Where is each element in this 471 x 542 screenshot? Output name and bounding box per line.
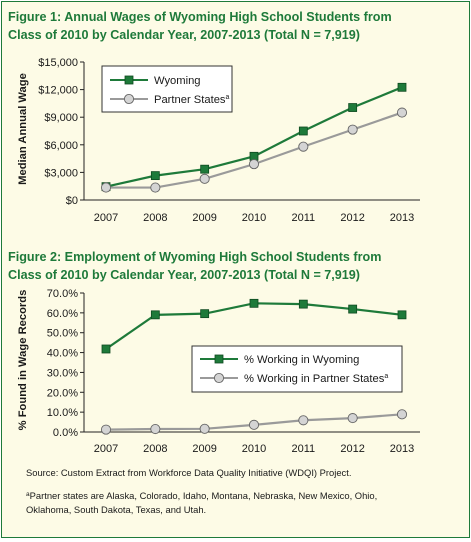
fig1-x-tick-label: 2012	[340, 212, 365, 224]
footnote-line-1: $^a$Partner states are Alaska, Colorado, Idaho, Montana, Nebraska, New Mexico, Ohio,	[26, 490, 378, 501]
fig2-y-tick-label: 20.0%	[46, 387, 78, 400]
fig1-y-tick-label: $3,000	[44, 167, 78, 180]
fig2-y-tick-label: 30.0%	[46, 367, 78, 380]
fig2-point-wyoming	[398, 311, 406, 319]
fig2-x-tick-label: 2012	[340, 443, 365, 455]
figure-1-title-line-2: Class of 2010 by Calendar Year, 2007-2013 (Total N = 7,919)	[8, 28, 361, 42]
fig2-point-partner	[397, 410, 406, 419]
figure-1-y-axis-label: Median Annual Wage	[17, 73, 29, 185]
fig2-x-tick-label: 2011	[291, 443, 316, 455]
fig1-point-partner	[348, 125, 357, 134]
footnote-marker: a	[26, 491, 30, 498]
fig1-point-wyoming	[201, 165, 209, 173]
fig2-y-tick-label: 70.0%	[46, 288, 78, 300]
fig1-y-tick-label: $9,000	[44, 112, 78, 125]
fig1-x-tick-label: 2007	[93, 212, 119, 224]
figure-2-legend-marker-wyoming	[215, 355, 223, 363]
fig2-point-partner	[151, 424, 160, 433]
figure-2-title-line-1: Figure 2: Employment of Wyoming High School Students from	[8, 250, 382, 264]
figure-2-legend-box	[192, 346, 402, 392]
fig1-y-tick-label: $15,000	[38, 57, 78, 69]
fig1-point-partner	[249, 160, 258, 169]
fig2-point-wyoming	[250, 299, 258, 307]
figure-2	[8, 250, 420, 455]
fig2-y-tick-label: 10.0%	[46, 407, 78, 420]
figure-2-legend-label-partner: % Working in Partner States$^a$	[244, 373, 389, 385]
fig1-y-tick-label: $6,000	[44, 139, 78, 152]
figure-1-legend	[102, 66, 232, 112]
figure-1	[8, 10, 420, 224]
fig2-y-tick-label: 50.0%	[46, 327, 78, 340]
fig2-x-tick-label: 2013	[389, 443, 415, 455]
fig2-point-partner	[299, 416, 308, 425]
fig2-point-wyoming	[201, 310, 209, 318]
fig1-point-wyoming	[299, 127, 307, 135]
fig1-point-partner	[151, 183, 160, 192]
fig2-point-wyoming	[102, 345, 110, 353]
fig2-x-tick-label: 2010	[241, 443, 267, 455]
figure-1-legend-marker-partner	[124, 94, 133, 103]
figure-canvas	[2, 2, 469, 537]
figure-notes	[26, 467, 377, 515]
figure-panel	[1, 1, 470, 538]
fig2-y-tick-label: 40.0%	[46, 347, 78, 360]
figure-2-legend-marker-partner	[214, 373, 223, 382]
fig2-point-partner	[101, 425, 110, 434]
fig1-point-wyoming	[349, 104, 357, 112]
fig1-x-tick-label: 2010	[241, 212, 267, 224]
fig2-point-wyoming	[299, 300, 307, 308]
fig2-x-tick-label: 2009	[192, 443, 217, 455]
fig1-point-partner	[101, 183, 110, 192]
fig2-x-tick-label: 2008	[143, 443, 168, 455]
fig2-point-wyoming	[349, 305, 357, 313]
figure-1-legend-label-wyoming: Wyoming	[154, 75, 201, 87]
fig1-point-wyoming	[398, 83, 406, 91]
fig1-point-partner	[397, 108, 406, 117]
fig1-y-tick-label: $0	[65, 195, 78, 207]
figure-1-legend-label-partner: Partner States$^a$	[154, 94, 230, 106]
figure-2-legend-label-wyoming: % Working in Wyoming	[244, 354, 360, 366]
fig2-point-partner	[200, 424, 209, 433]
fig2-y-tick-label: 60.0%	[46, 307, 78, 320]
figure-1-title-line-1: Figure 1: Annual Wages of Wyoming High School Students from	[8, 10, 392, 24]
figure-2-y-axis-label: % Found in Wage Records	[17, 289, 29, 431]
fig1-point-partner	[299, 142, 308, 151]
fig2-point-wyoming	[151, 311, 159, 319]
fig1-point-partner	[200, 174, 209, 183]
fig1-x-tick-label: 2008	[143, 212, 168, 224]
fig1-x-tick-label: 2013	[389, 212, 415, 224]
fig2-series-line-wyoming	[106, 303, 402, 349]
fig1-point-wyoming	[151, 172, 159, 180]
fig2-y-tick-label: 0.0%	[52, 427, 78, 439]
fig2-point-partner	[348, 414, 357, 423]
fig2-point-partner	[249, 420, 258, 429]
figure-2-legend	[192, 346, 402, 392]
fig1-x-tick-label: 2011	[291, 212, 316, 224]
fig1-y-tick-label: $12,000	[38, 84, 78, 97]
footnote-line-2: Oklahoma, South Dakota, Texas, and Utah.	[26, 504, 207, 515]
source-note: Source: Custom Extract from Workforce Data Quality Initiative (WDQI) Project.	[26, 467, 352, 478]
figure-2-title-line-2: Class of 2010 by Calendar Year, 2007-2013 (Total N = 7,919)	[8, 268, 361, 282]
fig2-x-tick-label: 2007	[93, 443, 119, 455]
figure-1-legend-marker-wyoming	[125, 76, 133, 84]
fig1-x-tick-label: 2009	[192, 212, 217, 224]
